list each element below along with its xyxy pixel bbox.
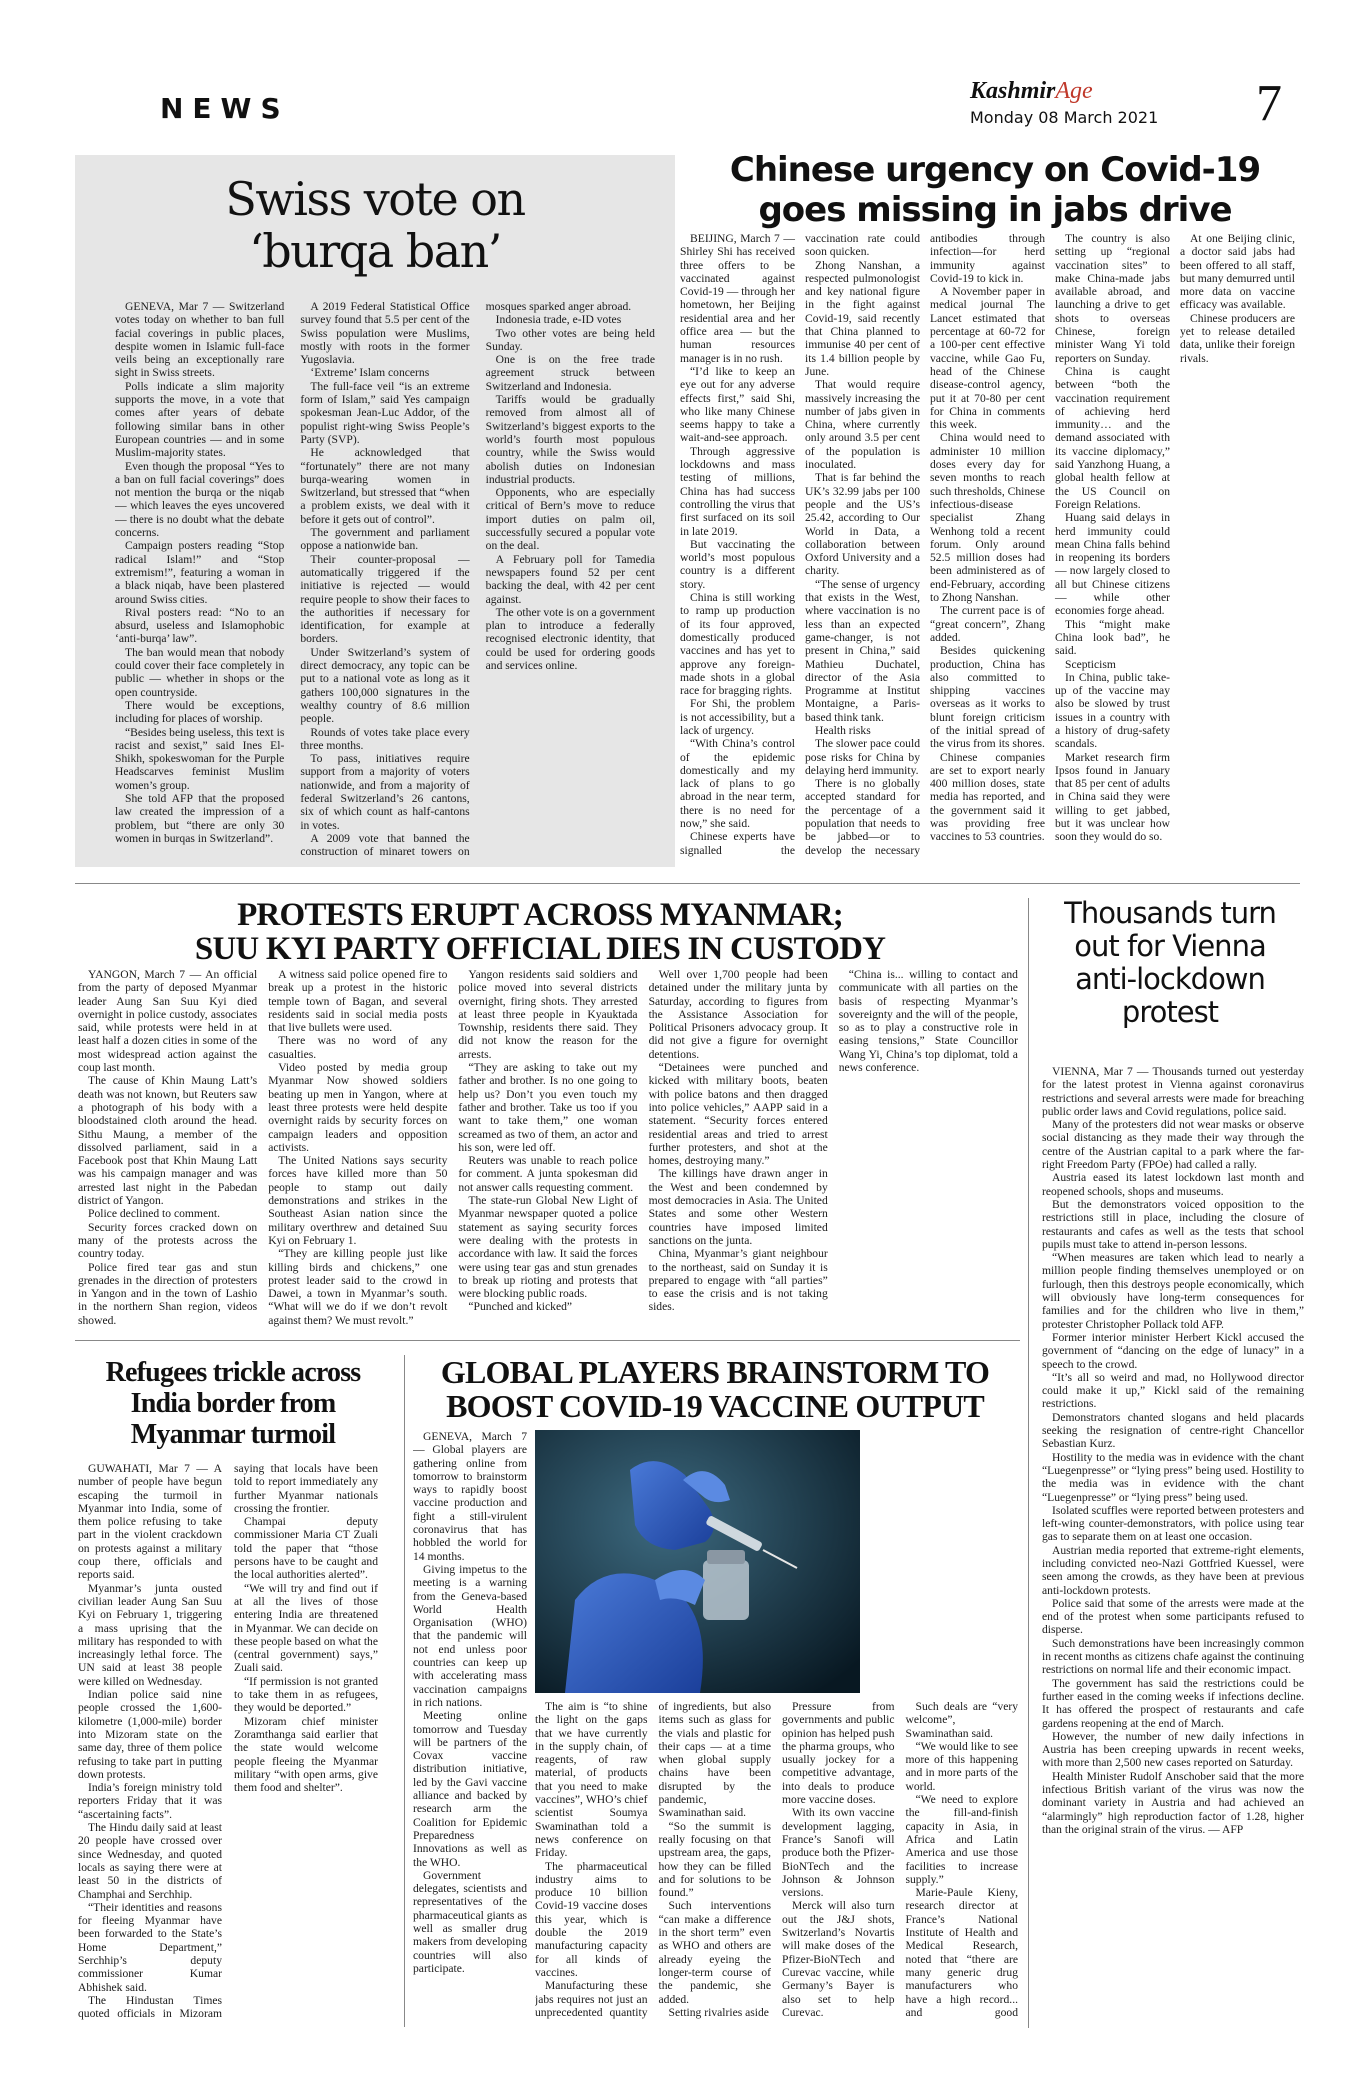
paragraph: Huang said delays in herd immunity could mean China falls behind in reopening its borders — now largely closed to all but Chinese citizens — while other economies forge ahead. <box>1055 511 1170 618</box>
paragraph: In China, public take-up of the vaccine may also be slowed by trust issues in a country with a history of drug-safety scandals. <box>1055 670 1170 751</box>
paragraph: There would be exceptions, including for places of worship. <box>115 698 285 726</box>
paragraph: Police fired tear gas and stun grenades in the direction of protesters in Yangon and in the town of Lashio in the northern Shan region, videos showed. <box>78 1260 258 1327</box>
paragraph: He acknowledged that “fortunately” there are not many burqa-wearing women in Switzerland, but stressed that “when a problem exists, we deal with it before it gets out of control”. <box>300 446 470 526</box>
masthead-logo-text: Kashmir <box>970 78 1056 104</box>
paragraph: Security forces cracked down on many of the protests across the country today. <box>78 1220 258 1261</box>
paragraph: She told AFP that the proposed law created the impression of a problem, but “there are only 30 women in burqas in Switzerland”. <box>115 791 285 845</box>
china-headline-line2: goes missing in jabs drive <box>758 190 1232 230</box>
vienna-body <box>1042 1065 1304 2025</box>
paragraph: India’s foreign ministry told reporters Friday that it was “ascertaining facts”. <box>78 1781 222 1821</box>
refugees-body <box>78 1462 378 2027</box>
paragraph: China is caught between “both the vaccination requirement of achieving herd immunity… and the demand associated with its vaccine diplomacy,” said Yanzhong Huang, a global health fellow at the US Council on Foreign Relations. <box>1055 364 1170 511</box>
paragraph: Such demonstrations have been increasingly common in recent months as citizens chafe against the continuing restrictions on normal life and their economic impact. <box>1042 1636 1304 1677</box>
paragraph: Police declined to comment. <box>88 1207 221 1221</box>
paragraph: Austria eased its latest lockdown last month and reopened schools, shops and museums. <box>1042 1171 1304 1198</box>
paragraph: VIENNA, Mar 7 — Thousands turned out yesterday for the latest protest in Vienna against coronavirus restrictions and several arrests were made for breaching public order laws and Covid regulations, police said. <box>1042 1065 1304 1118</box>
paragraph: GUWAHATI, Mar 7 — A number of people have begun escaping the turmoil in Myanmar into India, some of them police refusing to take part in the violent crackdown on protests against a military coup there, officials and reports said. <box>78 1462 222 1582</box>
paragraph: Campaign posters reading “Stop radical Islam!” and “Stop extremism!”, featuring a woman in a black niqab, have been plastered around Swiss cities. <box>115 539 285 606</box>
paragraph: The slower pace could pose risks for China by delaying herd immunity. <box>805 737 920 777</box>
divider <box>1028 898 1029 2028</box>
paragraph: YANGON, March 7 — An official from the party of deposed Myanmar leader Aung San Suu Kyi died overnight in police custody, associates said, while protests were held in at least half a dozen cities in some of the most widespread action against the coup last month. <box>78 968 258 1075</box>
global-headline-line1: GLOBAL PLAYERS BRAINSTORM TO <box>440 1354 990 1390</box>
paragraph: Scepticism <box>1065 657 1116 671</box>
vienna-paragraphs <box>1042 1065 1304 1836</box>
paragraph: “China is... willing to contact and communicate with all parties on the basis of respecting Myanmar’s sovereignty and the will of the people, so as to play a constructive role in easing tensions,” State Councillor Wang Yi, China’s top diplomat, told a news conference. <box>838 968 1018 1075</box>
paragraph: Mizoram chief minister Zoramthanga said earlier that the state would welcome people fleeing the Myanmar military “with open arms, give them food and shelter”. <box>234 1714 378 1795</box>
paragraph: BEIJING, March 7 — Shirley Shi has received three offers to be vaccinated against Covid-19 — through her hometown, her Beijing residential area and her office area — but the human resources manager is in no rush. <box>680 232 795 365</box>
myanmar-headline-line2: SUU KYI PARTY OFFICIAL DIES IN CUSTODY <box>194 931 886 967</box>
paragraph: Meeting online tomorrow and Tuesday will be partners of the Covax vaccine distribution initiative, led by the Gavi vaccine alliance and backed by research arm the Coalition for Epidemic Preparedness Innovations as well as the WHO. <box>413 1709 527 1869</box>
vaccine-photo <box>535 1430 860 1693</box>
paragraph: However, the number of new daily infections in Austria has been creeping upwards in recent weeks, with more than 2,500 new cases reported on Saturday. <box>1042 1729 1304 1770</box>
china-body <box>680 232 1295 867</box>
paragraph: Through aggressive lockdowns and mass testing of millions, China has had success controlling the virus that first surfaced on its soil in late 2019. <box>680 444 795 538</box>
paragraph: Demonstrators chanted slogans and held placards seeking the resignation of centre-right Chancellor Sebastian Kurz. <box>1042 1410 1304 1451</box>
paragraph: “We would like to see more of this happening and in more parts of the world. <box>905 1739 1018 1793</box>
paragraph: “Punched and kicked” <box>468 1300 573 1314</box>
paragraph: The government and parliament oppose a nationwide ban. <box>300 526 470 553</box>
paragraph: Former interior minister Herbert Kickl accused the government of “dancing on the edge of lunacy” in a speech to the crowd. <box>1042 1330 1304 1371</box>
paragraph: The aim is “to shine the light on the gaps that we have currently in the supply chain, of reagents, of raw material, of products that you need to make vaccines”, WHO’s chief scientist Soumya Swaminathan told a news conference on Friday. <box>535 1700 648 1860</box>
paragraph: The Hindu daily said at least 20 people have crossed over since Wednesday, and quoted locals as saying there were at least 50 in the districts of Champhai and Serchhip. <box>78 1821 222 1901</box>
paragraph: “So the summit is really focusing on that upstream area, the gaps, how they can be filled and for solutions to be found.” <box>658 1819 771 1900</box>
paragraph: One is on the free trade agreement struck between Switzerland and Indonesia. <box>485 353 655 393</box>
myanmar-headline <box>90 898 990 966</box>
vaccine-photo-illustration <box>535 1430 860 1693</box>
divider <box>75 883 1300 884</box>
paragraph: The cause of Khin Maung Latt’s death was not known, but Reuters saw a photograph of his body with a bloodstained cloth around the head. Sithu Maung, a member of the dissolved parliament, said in a Facebook post that Khin Maung Latt was his campaign manager and was arrested last night in the Pabedan district of Yangon. <box>78 1074 258 1208</box>
paragraph: “Besides being useless, this text is racist and sexist,” said Ines El-Shikh, spokeswoman for the Purple Headscarves feminist Muslim women’s group. <box>115 725 285 792</box>
paragraph: Such deals are “very welcome”, Swaminathan said. <box>905 1700 1018 1740</box>
refugees-headline: Refugees trickle across India border from Myanmar turmoil <box>105 1357 361 1450</box>
paragraph: Hostility to the media was in evidence with the chant “Luegenpresse” or “lying press” being used. Hostility to the media was in evidence with the chant “Luegenpresse” or “lying press” being used. <box>1042 1450 1304 1504</box>
masthead-logo-accent: Age <box>1055 78 1093 104</box>
paragraph: That is far behind the UK’s 32.99 jabs per 100 people and the US’s 25.42, according to Our World in Data, a collaboration between Oxford University and a charity. <box>805 471 920 578</box>
paragraph: Opponents, who are especially critical of Bern’s move to reduce import duties on palm oil, successfully secured a popular vote on the deal. <box>485 486 655 553</box>
paragraph: The state-run Global New Light of Myanmar newspaper quoted a police statement as saying security forces were dealing with the protests in accordance with law. It said the forces were using tear gas and stun grenades to break up rioting and protests that were blocking public roads. <box>458 1194 638 1301</box>
paragraph: There is no globally accepted standard for the percentage of a population that needs to be jabbed—or to develop the necessary antibodies through infection—for herd immunity against Covid-19 to kick in. <box>805 232 1045 857</box>
paragraph: Such interventions “can make a difference in the short term” even as WHO and others are already eyeing the longer-term course of the pandemic, she added. <box>658 1899 771 2006</box>
paragraph: But the demonstrators voiced opposition to the restrictions still in place, including the closure of restaurants and cafes as well as the tests that school pupils must take to attend in-person lessons. <box>1042 1197 1304 1251</box>
paragraph: Setting rivalries aside <box>668 2005 769 2019</box>
paragraph: Manufacturing these jabs requires not just an unprecedented quantity of ingredients, but also items such as glass for the vials and plastic for their caps — at a time when global supply chains have been disrupted by the pandemic, Swaminathan said. <box>535 1700 771 2019</box>
paragraph: Well over 1,700 people had been detained under the military junta by Saturday, according to figures from the Assistance Association for Political Prisoners advocacy group. It did not give a figure for overnight detentions. <box>648 968 828 1061</box>
paragraph: Their counter-proposal — automatically triggered if the initiative is rejected — would require people to show their faces to the authorities if necessary for identification, for example at borders. <box>300 552 470 646</box>
paragraph: China would need to administer 10 million doses every day for seven months to reach such thresholds, Chinese infectious-disease specialist Zhang Wenhong told a recent forum. Only around 52.5 million doses had been administered as of end-February, according to Zhong Nanshan. <box>930 431 1045 605</box>
global-body <box>535 1700 1018 2027</box>
paragraph: Marie-Paule Kieny, research director at France’s National Institute of Health and Medical Research, noted that “there are many generic drug manufacturers who have a high record... and good <box>905 1886 1018 2019</box>
paragraph: “I’d like to keep an eye out for any adverse effects first,” said Shi, who like many Chinese seems happy to take a wait-and-see approach. <box>680 364 795 445</box>
paragraph: China, Myanmar’s giant neighbour to the northeast, said on Sunday it is prepared to engage with “all parties” to ease the crisis and is not taking sides. <box>648 1247 828 1314</box>
paragraph: At one Beijing clinic, a doctor said jabs had been offered to all staff, but many demurred until more data on vaccine efficacy was available. <box>1180 232 1295 312</box>
paragraph: Austrian media reported that extreme-right elements, including convicted neo-Nazi Gottfried Kuessel, were seen among the crowds, as they have been at previous anti-lockdown protests. <box>1042 1543 1304 1597</box>
paragraph: A February poll for Tamedia newspapers found 52 per cent backing the deal, with 42 per cent against. <box>485 552 655 606</box>
paragraph: The country is also setting up “regional vaccination sites” to make China-made jabs available abroad, and launching a drive to get shots to overseas Chinese, foreign minister Wang Yi told reporters on Sunday. <box>1055 232 1170 365</box>
paragraph: Health Minister Rudolf Anschober said that the more infectious British variant of the virus was now the dominant variety in Austria and had achieved an “alarmingly” high reproduction factor of 1.28, higher than the original strain of the virus. — AFP <box>1042 1769 1304 1836</box>
paragraph: “It’s all so weird and mad, no Hollywood director could make it up,” Kickl said of the remaining restrictions. <box>1042 1370 1304 1411</box>
paragraph: The full-face veil “is an extreme form of Islam,” said Yes campaign spokesman Jean-Luc Addor, of the populist right-wing Swiss People’s Party (SVP). <box>300 379 470 446</box>
global-paragraphs <box>535 1700 1018 2027</box>
paragraph: Polls indicate a slim majority supports the move, in a vote that comes after years of debate following similar bans in other European countries — and in some Muslim-majority states. <box>115 379 285 460</box>
paragraph: Zhong Nanshan, a respected pulmonologist and key national figure in the fight against Covid-19, said recently that China planned to immunise 40 per cent of its 1.4 billion people by June. <box>805 258 920 378</box>
myanmar-paragraphs <box>78 968 1018 1340</box>
paragraph: “Their identities and reasons for fleeing Myanmar have been forwarded to the State’s Home Department,” Serchhip’s deputy commissioner Kumar Abhishek said. <box>78 1900 222 1994</box>
paragraph: Champai deputy commissioner Maria CT Zuali told the paper that “those persons have to be caught and the local authorities alerted”. <box>234 1515 378 1582</box>
paragraph: The United Nations says security forces have killed more than 50 people to stamp out daily demonstrations and strikes in the Southeast Asian nation since the military overthrew and detained Suu Kyi on February 1. <box>268 1154 448 1247</box>
paragraph: Under Switzerland’s system of direct democracy, any topic can be put to a national vote as long as it gathers 100,000 signatures in the wealthy country of 8.6 million people. <box>300 645 470 726</box>
swiss-body <box>115 300 655 860</box>
paragraph: With its own vaccine development lagging, France’s Sanofi will produce both the Pfizer-BioNTech and the Johnson & Johnson versions. <box>782 1806 895 1900</box>
page-number: 7 <box>1256 75 1282 132</box>
paragraph: Government delegates, scientists and representatives of the pharmaceutical giants as well as smaller drug makers from developing countries will also participate. <box>413 1868 527 1975</box>
paragraph: A 2019 Federal Statistical Office survey found that 5.5 per cent of the Swiss population were Muslims, mostly with roots in the former Yugoslavia. <box>300 300 470 367</box>
paragraph: This “might make China look bad”, he said. <box>1055 617 1170 658</box>
china-paragraphs <box>680 232 1295 867</box>
paragraph: That would require massively increasing the number of jabs given in China, where currently only around 3.5 per cent of the population is inoculated. <box>805 378 920 472</box>
paragraph: A witness said police opened fire to break up a protest in the historic temple town of Bagan, and several residents said in social media posts that live bullets were used. <box>268 968 448 1035</box>
paragraph: “They are killing people just like killing birds and chickens,” one protest leader said to the crowd in Dawei, a town in Myanmar’s south. “What will we do if we don’t revolt against them? We must revolt.” <box>268 1247 448 1327</box>
paragraph: To pass, initiatives require support from a majority of voters nationwide, and from a majority of federal Switzerland’s 26 cantons, six of which count as half-cantons in votes. <box>300 752 470 832</box>
paragraph: Indian police said nine people crossed the 1,600-kilometre (1,000-mile) border into Mizoram state on the same day, three of them police refusing to take part in putting down protests. <box>78 1688 222 1781</box>
paragraph: Giving impetus to the meeting is a warning from the Geneva-based World Health Organisation (WHO) that the pandemic will not end unless poor countries can keep up with accelerating mass vaccination campaigns in rich nations. <box>413 1562 527 1709</box>
paragraph: The other vote is on a government plan to introduce a federally recognised electronic identity, that could be used for ordering goods and services online. <box>485 605 655 673</box>
paragraph: Chinese producers are yet to release detailed data, unlike their foreign rivals. <box>1180 311 1295 365</box>
paragraph: Rival posters read: “No to an absurd, useless and Islamophobic ‘anti-burqa’ law”. <box>115 605 285 646</box>
paragraph: Chinese experts have signalled the vaccination rate could soon quicken. <box>680 232 920 857</box>
paragraph: Reuters was unable to reach police for comment. A junta spokesman did not answer calls requesting comment. <box>458 1154 638 1194</box>
paragraph: Pressure from governments and public opinion has helped push the pharma groups, who usually jockey for a competitive advantage, into deals to produce more vaccine doses. <box>782 1700 895 1807</box>
divider <box>75 1340 1020 1341</box>
paragraph: Video posted by media group Myanmar Now showed soldiers beating up men in Yangon, where at least three protests were held despite overnight raids by security forces on campaign leaders and opposition activists. <box>268 1061 448 1154</box>
swiss-article <box>75 155 675 867</box>
paragraph: Police said that some of the arrests were made at the end of the protest when some participants refused to disperse. <box>1042 1596 1304 1637</box>
paragraph: A 2009 vote that banned the construction of minaret towers on mosques sparked anger abroad. <box>300 300 632 859</box>
paragraph: The killings have drawn anger in the West and been condemned by most democracies in Asia. The United States and some other Western countries have imposed limited sanctions on the junta. <box>648 1167 828 1247</box>
paragraph: Yangon residents said soldiers and police moved into several districts overnight, firing shots. They arrested at least three people in Kyauktada Township, residents there said. They did not know the reason for the arrests. <box>458 968 638 1061</box>
paragraph: The government has said the restrictions could be further eased in the coming weeks if infections decline. It has offered the prospect of restaurants and cafe gardens reopening at the end of March. <box>1042 1676 1304 1730</box>
masthead-logo <box>970 78 1093 105</box>
vienna-headline: Thousands turn out for Vienna anti-lockdown protest <box>1064 896 1276 1029</box>
section-label: NEWS <box>160 92 290 125</box>
paragraph: But vaccinating the world’s most populous country is a different story. <box>680 537 795 591</box>
paragraph: “With China’s control of the epidemic domestically and my lack of plans to go abroad in the near term, there is no need for now,” she said. <box>680 737 795 831</box>
paragraph: A November paper in medical journal The Lancet estimated that percentage at 60-72 for a 100-per cent effective vaccine, while Gao Fu, head of the Chinese disease-control agency, put it at 70-80 per cent for China in comments this week. <box>930 285 1045 432</box>
paragraph: The pharmaceutical industry aims to produce 10 billion Covid-19 vaccine doses this year, which is double the 2019 manufacturing capacity for all kinds of vaccines. <box>535 1859 648 1979</box>
paragraph: Merck will also turn out the J&J shots, Switzerland’s Novartis will make doses of the Pfizer-BioNTech and Curevac vaccine, while Germany’s Bayer is also set to help Curevac. <box>782 1899 895 2019</box>
paragraph: China is still working to ramp up production of its four approved, domestically produced vaccines and has yet to approve any foreign-made shots in a global race for bragging rights. <box>680 591 795 698</box>
paragraph: Many of the protesters did not wear masks or observe social distancing as they made their way through the centre of the Austrian capital to a park where the far-right Freedom Party (FPOe) had called a rally. <box>1042 1118 1304 1172</box>
paragraph: Rounds of votes take place every three months. <box>300 725 470 752</box>
paragraph: Myanmar’s junta ousted civilian leader Aung San Suu Kyi on February 1, triggering a mass uprising that the military has responded to with increasingly lethal force. The UN said at least 38 people were killed on Wednesday. <box>78 1581 222 1688</box>
paragraph: GENEVA, March 7 — Global players are gathering online from tomorrow to brainstorm ways to rapidly boost vaccine production and fight a still-virulent coronavirus that has hobbled the world for 14 months. <box>413 1430 527 1563</box>
paragraph: Market research firm Ipsos found in January that 85 per cent of adults in China said they were willing to get jabbed, but it was unclear how soon they would do so. <box>1055 750 1170 844</box>
paragraph: “When measures are taken which lead to nearly a million people finding themselves unemployed or on furlough, then this destroys people economically, which will obviously have long-term consequences for families and for the children who live in them,” protester Christopher Pollack told AFP. <box>1042 1251 1304 1331</box>
paragraph: Tariffs would be gradually removed from almost all of Switzerland’s biggest exports to the world’s fourth most populous country, while the Swiss would abolish duties on Indonesian industrial products. <box>485 393 655 486</box>
myanmar-headline-line1: PROTESTS ERUPT ACROSS MYANMAR; <box>237 897 843 933</box>
paragraph: “They are asking to take out my father and brother. Is no one going to help us? Don’t you even touch my father and brother. Take us too if you want to take them,” one woman screamed as two of them, an actor and his son, were led off. <box>458 1061 638 1154</box>
global-lead-paragraphs <box>413 1430 527 1975</box>
paragraph: “If permission is not granted to take them in as refugees, they would be deported.” <box>234 1674 378 1715</box>
paragraph: GENEVA, Mar 7 — Switzerland votes today on whether to ban full facial coverings in public places, despite women in Islamic full-face veils being an exceptionally rare sight in Swiss streets. <box>115 300 285 380</box>
global-headline <box>412 1355 1018 1423</box>
paragraph: Indonesia trade, e-ID votes <box>495 313 622 327</box>
paragraph: There was no word of any casualties. <box>268 1034 448 1061</box>
paragraph: Health risks <box>815 723 871 737</box>
paragraph: Even though the proposal “Yes to a ban on full facial coverings” does not mention the burqa or the niqab — which leaves the eyes uncovered — there is no doubt what the debate concerns. <box>115 459 285 540</box>
paragraph: Two other votes are being held Sunday. <box>485 326 655 353</box>
divider <box>404 1355 405 2027</box>
china-headline <box>690 150 1300 230</box>
global-headline-line2: BOOST COVID-19 VACCINE OUTPUT <box>446 1388 984 1424</box>
china-headline-line1: Chinese urgency on Covid-19 <box>729 150 1261 190</box>
paragraph: “We will try and find out if at all the lives of those entering India are threatened in Myanmar. We can decide on these people based on what the (central government) says,” Zuali said. <box>234 1581 378 1675</box>
refugees-paragraphs <box>78 1462 378 2027</box>
paragraph: For Shi, the problem is not accessibility, but a lack of urgency. <box>680 697 795 737</box>
paragraph: The current pace is of “great concern”, Zhang added. <box>930 604 1045 644</box>
paragraph: The ban would mean that nobody could cover their face completely in public — whether in shops or the open countryside. <box>115 645 285 699</box>
paragraph: Isolated scuffles were reported between protesters and left-wing counter-demonstrators, with police using tear gas to separate them on at least one occasion. <box>1042 1503 1304 1544</box>
global-lead-body <box>413 1430 527 2027</box>
paragraph: “The sense of urgency that exists in the West, where vaccination is no less than an expected game-changer, is not present in China,” said Mathieu Duchatel, director of the Asia Programme at Institut Montaigne, a Paris-based think tank. <box>805 577 920 724</box>
masthead-date: Monday 08 March 2021 <box>970 108 1159 127</box>
paragraph: Chinese companies are set to export nearly 400 million doses, state media has reported, and the government said it was providing free vaccines to 53 countries. <box>930 750 1045 844</box>
swiss-paragraphs <box>115 300 655 860</box>
paragraph: The Hindustan Times quoted officials in Mizoram saying that locals have been told to report immediately any further Myanmar nationals crossing the frontier. <box>78 1462 378 2021</box>
swiss-headline: Swiss vote on ‘burqa ban’ <box>225 172 525 278</box>
paragraph: Besides quickening production, China has also committed to shipping vaccines overseas as it works to blunt foreign criticism of the initial spread of the virus from its shores. <box>930 644 1045 751</box>
paragraph: ‘Extreme’ Islam concerns <box>310 366 430 380</box>
paragraph: “Detainees were punched and kicked with military boots, beaten with police batons and then dragged into police vehicles,” AAPP said in a statement. “Security forces entered residential areas and tried to arrest further protesters, and shot at the homes, destroying many.” <box>648 1061 828 1168</box>
myanmar-body <box>78 968 1018 1340</box>
paragraph: “We need to explore the fill-and-finish capacity in Asia, in Africa and Latin America and use those facilities to increase supply.” <box>905 1793 1018 1886</box>
